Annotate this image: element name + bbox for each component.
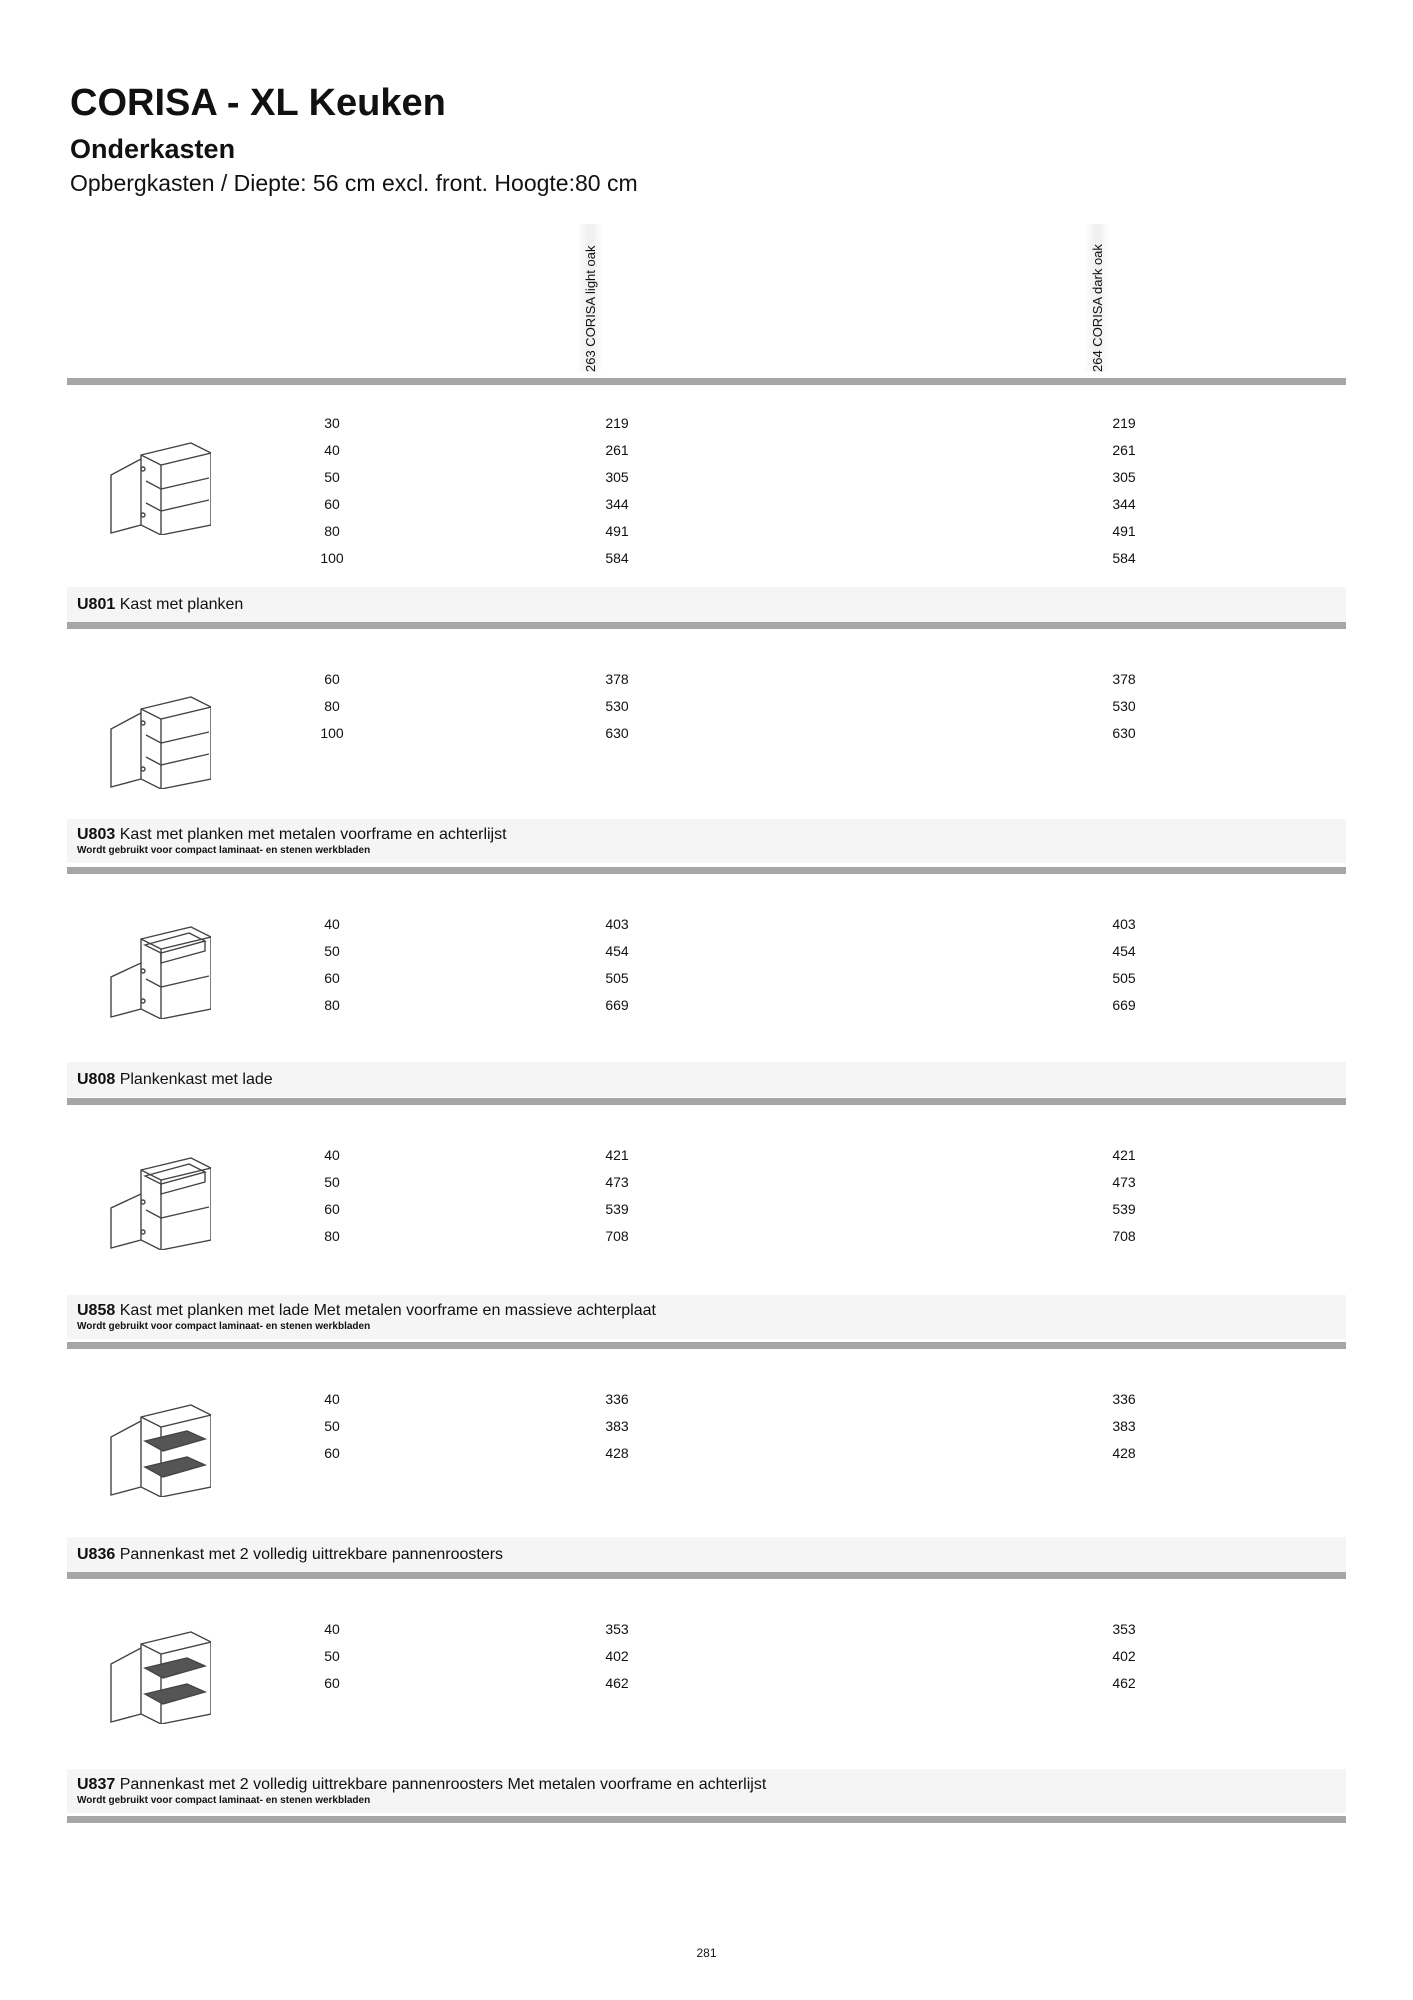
width-cell: 80	[324, 523, 340, 539]
product-name: Pannenkast met 2 volledig uittrekbare pannenroosters Met metalen voorframe en achterlijst	[119, 1776, 767, 1793]
table-row	[67, 469, 1346, 496]
product-section-u836	[67, 1349, 1346, 1572]
width-cell: 40	[324, 1391, 340, 1407]
product-label-bar	[67, 1295, 1346, 1339]
width-cell: 80	[324, 1228, 340, 1244]
price-light-oak: 491	[605, 523, 629, 539]
price-light-oak: 305	[605, 469, 629, 485]
product-label-bar	[67, 1062, 1346, 1097]
product-label	[77, 1546, 503, 1564]
product-label	[77, 826, 507, 844]
width-cell: 40	[324, 1621, 340, 1637]
price-light-oak: 505	[605, 970, 629, 986]
price-light-oak: 462	[605, 1675, 629, 1691]
width-cell: 80	[324, 997, 340, 1013]
price-light-oak: 630	[605, 725, 629, 741]
section-rule	[67, 867, 1346, 874]
column-header-dark-oak	[1084, 224, 1110, 372]
price-dark-oak: 344	[1112, 496, 1136, 512]
table-row	[67, 550, 1346, 577]
price-light-oak: 383	[605, 1418, 629, 1434]
product-label	[77, 1776, 766, 1794]
price-light-oak: 219	[605, 415, 629, 431]
table-row	[67, 1445, 1346, 1472]
product-code: U837	[77, 1776, 116, 1793]
page-number: 281	[696, 1946, 717, 1960]
section-rule	[67, 1098, 1346, 1105]
width-cell: 30	[324, 415, 340, 431]
width-cell: 60	[324, 1675, 340, 1691]
price-dark-oak: 462	[1112, 1675, 1136, 1691]
product-code: U803	[77, 826, 116, 843]
table-row	[67, 970, 1346, 997]
product-label-bar	[67, 819, 1346, 863]
table-row	[67, 671, 1346, 698]
price-light-oak: 669	[605, 997, 629, 1013]
price-dark-oak: 708	[1112, 1228, 1136, 1244]
width-cell: 80	[324, 698, 340, 714]
price-light-oak: 708	[605, 1228, 629, 1244]
price-dark-oak: 378	[1112, 671, 1136, 687]
price-light-oak: 344	[605, 496, 629, 512]
table-row	[67, 496, 1346, 523]
width-cell: 50	[324, 943, 340, 959]
width-cell: 50	[324, 469, 340, 485]
table-row	[67, 997, 1346, 1024]
price-dark-oak: 539	[1112, 1201, 1136, 1217]
price-dark-oak: 421	[1112, 1147, 1136, 1163]
product-code: U836	[77, 1546, 116, 1563]
price-light-oak: 403	[605, 916, 629, 932]
price-light-oak: 353	[605, 1621, 629, 1637]
table-row	[67, 1174, 1346, 1201]
table-row	[67, 1621, 1346, 1648]
section-rule	[67, 1816, 1346, 1823]
price-dark-oak: 383	[1112, 1418, 1136, 1434]
table-row	[67, 1391, 1346, 1418]
table-row	[67, 1228, 1346, 1255]
column-header-label: 263 CORISA light oak	[583, 245, 598, 372]
table-row	[67, 415, 1346, 442]
product-label-bar	[67, 587, 1346, 622]
product-note: Wordt gebruikt voor compact laminaat- en stenen werkbladen	[77, 1321, 371, 1332]
price-dark-oak: 491	[1112, 523, 1136, 539]
product-section-u803	[67, 629, 1346, 867]
table-row	[67, 1147, 1346, 1174]
price-dark-oak: 402	[1112, 1648, 1136, 1664]
table-row	[67, 1201, 1346, 1228]
price-light-oak: 421	[605, 1147, 629, 1163]
section-rule	[67, 1572, 1346, 1579]
price-light-oak: 378	[605, 671, 629, 687]
table-row	[67, 725, 1346, 752]
section-subtitle: Onderkasten	[70, 134, 236, 164]
section-rule	[67, 1342, 1346, 1349]
page-description: Opbergkasten / Diepte: 56 cm excl. front. Hoogte:80 cm	[70, 170, 638, 196]
width-cell: 60	[324, 671, 340, 687]
product-name: Pannenkast met 2 volledig uittrekbare pannenroosters	[119, 1546, 504, 1563]
column-header-light-oak	[577, 224, 603, 372]
product-label-bar	[67, 1769, 1346, 1813]
product-name: Plankenkast met lade	[119, 1071, 273, 1088]
table-row	[67, 916, 1346, 943]
width-cell: 40	[324, 442, 340, 458]
table-top-rule	[67, 378, 1346, 385]
product-name: Kast met planken	[119, 596, 244, 613]
table-row	[67, 698, 1346, 725]
product-name: Kast met planken met lade Met metalen voorframe en massieve achterplaat	[119, 1302, 656, 1319]
price-light-oak: 428	[605, 1445, 629, 1461]
product-code: U808	[77, 1071, 116, 1088]
table-row	[67, 943, 1346, 970]
price-dark-oak: 336	[1112, 1391, 1136, 1407]
price-light-oak: 539	[605, 1201, 629, 1217]
product-label	[77, 1302, 656, 1320]
price-dark-oak: 305	[1112, 469, 1136, 485]
product-section-u837	[67, 1579, 1346, 1817]
price-dark-oak: 219	[1112, 415, 1136, 431]
price-dark-oak: 473	[1112, 1174, 1136, 1190]
price-light-oak: 454	[605, 943, 629, 959]
product-code: U858	[77, 1302, 116, 1319]
table-row	[67, 1418, 1346, 1445]
product-name: Kast met planken met metalen voorframe en achterlijst	[119, 826, 507, 843]
price-dark-oak: 584	[1112, 550, 1136, 566]
width-cell: 50	[324, 1418, 340, 1434]
price-dark-oak: 261	[1112, 442, 1136, 458]
page-title: CORISA - XL Keuken	[70, 82, 446, 124]
price-dark-oak: 428	[1112, 1445, 1136, 1461]
column-header-label: 264 CORISA dark oak	[1090, 244, 1105, 372]
price-dark-oak: 403	[1112, 916, 1136, 932]
product-note: Wordt gebruikt voor compact laminaat- en stenen werkbladen	[77, 1795, 371, 1806]
price-dark-oak: 454	[1112, 943, 1136, 959]
price-dark-oak: 353	[1112, 1621, 1136, 1637]
price-light-oak: 402	[605, 1648, 629, 1664]
width-cell: 60	[324, 1201, 340, 1217]
width-cell: 50	[324, 1174, 340, 1190]
table-row	[67, 523, 1346, 550]
product-section-u808	[67, 874, 1346, 1099]
width-cell: 60	[324, 496, 340, 512]
table-row	[67, 1648, 1346, 1675]
price-dark-oak: 505	[1112, 970, 1136, 986]
width-cell: 60	[324, 970, 340, 986]
price-light-oak: 261	[605, 442, 629, 458]
product-section-u801	[67, 385, 1346, 625]
product-label-bar	[67, 1537, 1346, 1572]
product-section-u858	[67, 1105, 1346, 1343]
section-rule	[67, 622, 1346, 629]
product-code: U801	[77, 596, 116, 613]
product-label	[77, 596, 243, 614]
price-light-oak: 336	[605, 1391, 629, 1407]
price-light-oak: 473	[605, 1174, 629, 1190]
width-cell: 100	[320, 550, 344, 566]
price-dark-oak: 630	[1112, 725, 1136, 741]
price-dark-oak: 669	[1112, 997, 1136, 1013]
price-light-oak: 530	[605, 698, 629, 714]
table-row	[67, 1675, 1346, 1702]
width-cell: 100	[320, 725, 344, 741]
width-cell: 40	[324, 916, 340, 932]
price-light-oak: 584	[605, 550, 629, 566]
table-row	[67, 442, 1346, 469]
width-cell: 50	[324, 1648, 340, 1664]
width-cell: 40	[324, 1147, 340, 1163]
product-label	[77, 1071, 273, 1089]
price-dark-oak: 530	[1112, 698, 1136, 714]
width-cell: 60	[324, 1445, 340, 1461]
product-note: Wordt gebruikt voor compact laminaat- en stenen werkbladen	[77, 845, 371, 856]
